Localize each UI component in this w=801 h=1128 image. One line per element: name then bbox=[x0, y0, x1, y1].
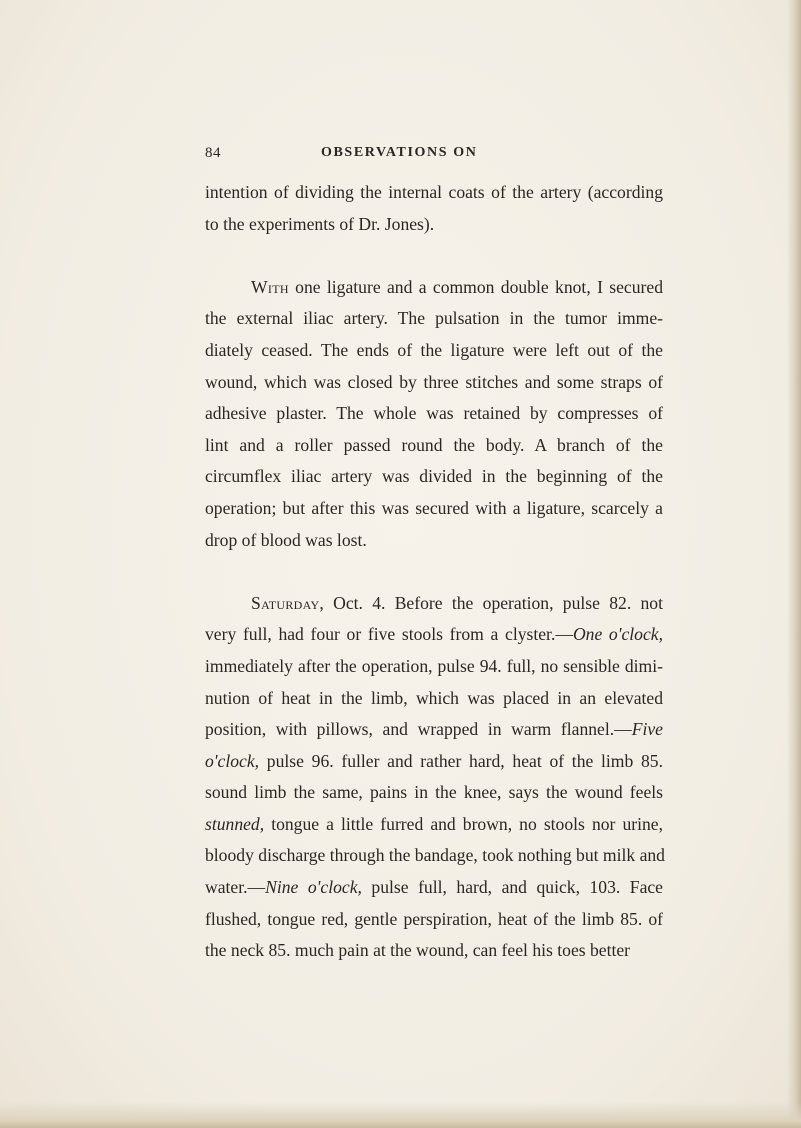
line-text: pulse 96. fuller and rather hard, heat of the limb 85. bbox=[259, 750, 663, 771]
text-line: circumflex iliac artery was divided in the beginning of the bbox=[205, 466, 663, 487]
text-line: to the experiments of Dr. Jones). bbox=[205, 213, 435, 234]
text-line: immediately after the operation, pulse 94. full, no sensible dimi- bbox=[205, 655, 663, 676]
text-line: bloody discharge through the bandage, took nothing but milk and bbox=[205, 845, 665, 866]
text-line bbox=[205, 588, 663, 620]
text-line: the external iliac artery. The pulsation in the tumor imme- bbox=[205, 308, 663, 329]
text-line: diately ceased. The ends of the ligature were left out of the bbox=[205, 339, 663, 360]
lead-word: With bbox=[251, 276, 289, 297]
italic-time: One o'clock, bbox=[572, 624, 664, 645]
line-text: pulse full, hard, and quick, 103. Face bbox=[361, 877, 663, 898]
line-text: tongue a little furred and brown, no stools nor urine, bbox=[264, 813, 663, 834]
text-line: nution of heat in the limb, which was placed in an elevated bbox=[205, 687, 663, 708]
text-line: drop of blood was lost. bbox=[205, 529, 367, 550]
line-text: position, with pillows, and wrapped in warm flannel.— bbox=[205, 719, 632, 740]
text-line: flushed, tongue red, gentle perspiration, heat of the limb 85. of bbox=[205, 908, 663, 929]
text-line: wound, which was closed by three stitches and some straps of bbox=[205, 371, 663, 392]
text-line bbox=[205, 809, 663, 841]
text-line: intention of dividing the internal coats of the artery (according bbox=[205, 182, 663, 202]
page-edge-shadow-bottom bbox=[0, 1102, 801, 1128]
italic-time: Five bbox=[631, 719, 663, 740]
text-line bbox=[205, 872, 663, 904]
italic-time: o'clock, bbox=[205, 750, 260, 771]
paragraph-3 bbox=[205, 588, 663, 967]
page-number: 84 bbox=[205, 145, 221, 161]
text-line: adhesive plaster. The whole was retained by compresses of bbox=[205, 403, 663, 424]
body-text bbox=[205, 177, 663, 967]
text-line bbox=[205, 746, 663, 778]
text-line: operation; but after this was secured with a ligature, scarcely a bbox=[205, 497, 663, 518]
line-text: very full, had four or five stools from a clyster.— bbox=[205, 624, 573, 645]
italic-time: Nine o'clock, bbox=[265, 877, 362, 898]
text-line: sound limb the same, pains in the knee, says the wound feels bbox=[205, 782, 663, 803]
line-text: , Oct. 4. Before the operation, pulse 82. not bbox=[319, 592, 663, 613]
lead-word: Saturday bbox=[251, 592, 320, 613]
text-line bbox=[205, 272, 663, 304]
paragraph-1 bbox=[205, 177, 663, 240]
text-line: the neck 85. much pain at the wound, can feel his toes better bbox=[205, 940, 631, 961]
paragraph-2 bbox=[205, 272, 663, 556]
text-line bbox=[205, 619, 663, 651]
line-text: water.— bbox=[205, 877, 266, 898]
line-text: one ligature and a common double knot, I secured bbox=[288, 276, 663, 297]
italic-word: stunned, bbox=[205, 813, 265, 834]
running-head-title: OBSERVATIONS ON bbox=[321, 145, 478, 160]
text-line bbox=[205, 714, 663, 746]
text-line: lint and a roller passed round the body. A branch of the bbox=[205, 434, 663, 455]
page-edge-shadow-right bbox=[787, 0, 801, 1128]
running-head bbox=[205, 145, 665, 167]
